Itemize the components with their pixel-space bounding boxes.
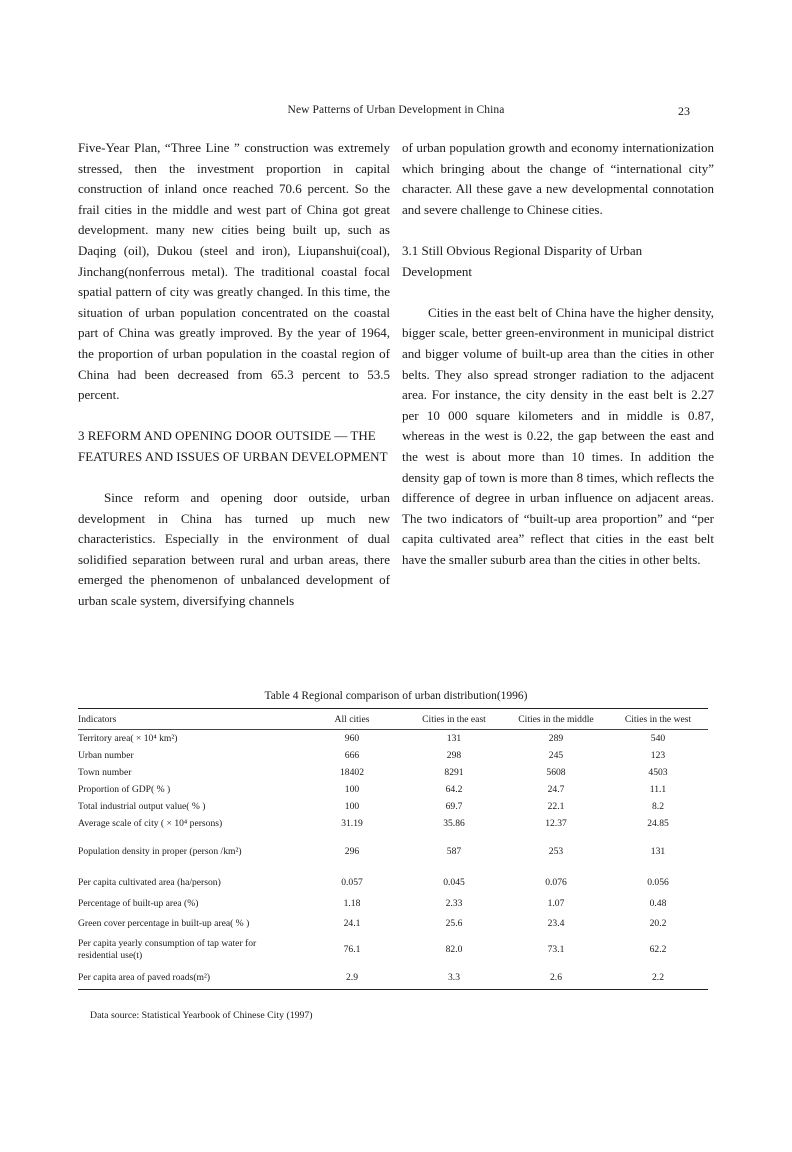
value-cell: 289 xyxy=(548,732,564,744)
value-cell: 2.9 xyxy=(300,966,404,990)
data-source-note: Data source: Statistical Yearbook of Chinese City (1997) xyxy=(90,1010,313,1021)
value-cell: 62.2 xyxy=(649,944,667,955)
value-cell: 64.2 xyxy=(445,783,463,795)
column-header: Cities in the east xyxy=(404,709,504,730)
value-cell: 1.07 xyxy=(547,898,565,909)
right-column xyxy=(402,138,714,570)
value-cell: 100 xyxy=(344,783,360,795)
value-cell: 298 xyxy=(446,749,462,761)
table-row xyxy=(78,781,708,798)
section-heading: 3 REFORM AND OPENING DOOR OUTSIDE — THE FEATURES AND ISSUES OF URBAN DEVELOPMENT xyxy=(78,428,388,464)
value-cell: 0.076 xyxy=(545,877,567,888)
value-cell: 0.056 xyxy=(647,877,669,888)
indicator-cell: Proportion of GDP( % ) xyxy=(78,783,171,795)
value-cell: 24.1 xyxy=(343,918,361,929)
indicator-cell: Population density in proper (person /km²) xyxy=(78,846,242,857)
table-header-row xyxy=(78,709,708,730)
table-row xyxy=(78,815,708,832)
page-number: 23 xyxy=(678,104,690,118)
value-cell: 0.057 xyxy=(341,877,363,888)
table-row xyxy=(78,798,708,815)
value-cell: 25.6 xyxy=(445,918,463,929)
value-cell: 540 xyxy=(650,732,666,744)
value-cell: 8.2 xyxy=(652,800,664,812)
table-row xyxy=(78,894,708,914)
table-row xyxy=(78,934,708,966)
value-cell: 76.1 xyxy=(343,944,361,955)
body-paragraph: of urban population growth and economy internationization which bringing about the change of “international city” character. All these gave a new developmental connotation and severe challenge to Chinese cities. xyxy=(402,140,714,217)
indicator-cell: Urban number xyxy=(78,749,134,761)
table-row xyxy=(78,872,708,894)
value-cell: 587 xyxy=(446,846,462,857)
subsection-heading: 3.1 Still Obvious Regional Disparity of Urban Development xyxy=(402,242,643,279)
body-paragraph: Cities in the east belt of China have the higher density, bigger scale, better green-environment in municipal district and bigger volume of built-up area than the cities in other belts. They also spread stronger radiation to the adjacent area. For instance, the city density in the east belt is 2.27 per 10 000 square kilometers and in middle is 0.87, whereas in the west is 0.22, the gap between the east and the west is about more than 10 times. In addition the density gap of town is more than 8 times, which reflects the difference of degree in urban influence on adjacent areas. The two indicators of “built-up area proportion” and “per capita cultivated area” reflect that cities in the east belt have the smaller suburb area than the cities in other belts. xyxy=(402,304,714,567)
value-cell: 11.1 xyxy=(649,783,667,795)
column-header: Cities in the west xyxy=(608,709,708,730)
value-cell: 245 xyxy=(548,749,564,761)
indicator-cell: Territory area( × 10⁴ km²) xyxy=(78,732,178,744)
indicator-cell: Town number xyxy=(78,766,132,778)
value-cell: 22.1 xyxy=(547,800,565,812)
value-cell: 2.6 xyxy=(504,966,608,990)
value-cell: 31.19 xyxy=(341,817,363,829)
running-title: New Patterns of Urban Development in China xyxy=(287,104,505,116)
value-cell: 0.48 xyxy=(649,898,667,909)
table-row xyxy=(78,747,708,764)
column-header: Indicators xyxy=(78,709,300,730)
column-header: All cities xyxy=(300,709,404,730)
value-cell: 69.7 xyxy=(445,800,463,812)
value-cell: 960 xyxy=(344,732,360,744)
value-cell: 0.045 xyxy=(443,877,465,888)
regional-comparison-table xyxy=(78,708,708,990)
value-cell: 8291 xyxy=(444,766,464,778)
table-row xyxy=(78,832,708,872)
value-cell: 253 xyxy=(548,846,564,857)
value-cell: 12.37 xyxy=(545,817,567,829)
value-cell: 296 xyxy=(344,846,360,857)
value-cell: 73.1 xyxy=(547,944,565,955)
table-row xyxy=(78,730,708,747)
body-paragraph: Since reform and opening door outside, urban development in China has turned up much new characteristics. Especially in the environment of dual solidified separation between rural and urban areas, there emerged the phenomenon of unbalanced development of urban scale system, diversifying channels xyxy=(78,490,390,609)
left-column xyxy=(78,138,390,612)
value-cell: 666 xyxy=(344,749,360,761)
value-cell: 2.33 xyxy=(445,898,463,909)
value-cell: 18402 xyxy=(340,766,364,778)
value-cell: 4503 xyxy=(648,766,668,778)
indicator-cell: Percentage of built-up area (%) xyxy=(78,898,199,909)
table-caption: Table 4 Regional comparison of urban distribution(1996) xyxy=(264,690,528,702)
column-header: Cities in the middle xyxy=(504,709,608,730)
value-cell: 5608 xyxy=(546,766,566,778)
indicator-cell: Average scale of city ( × 10⁴ persons) xyxy=(78,817,223,829)
value-cell: 20.2 xyxy=(649,918,667,929)
value-cell: 131 xyxy=(650,846,666,857)
value-cell: 24.85 xyxy=(647,817,669,829)
indicator-cell: Per capita area of paved roads(m²) xyxy=(78,966,300,990)
value-cell: 2.2 xyxy=(608,966,708,990)
value-cell: 23.4 xyxy=(547,918,565,929)
indicator-cell: Total industrial output value( % ) xyxy=(78,800,206,812)
table-row xyxy=(78,966,708,990)
body-paragraph: Five-Year Plan, “Three Line ” construction was extremely stressed, then the investment proportion in capital construction of inland once reached 70.6 percent. So the frail cities in the middle and west part of China got great development. many new cities being built up, such as Daqing (oil), Dukou (steel and iron), Liupanshui(coal), Jinchang(nonferrous metal). The traditional coastal focal spatial pattern of city was greatly changed. In this time, the situation of urban population concentrated on the coastal part of China was greatly improved. By the year of 1964, the proportion of urban population in the coastal region of China had been decreased from 65.3 percent to 53.5 percent. xyxy=(78,140,390,403)
value-cell: 131 xyxy=(446,732,462,744)
value-cell: 100 xyxy=(344,800,360,812)
value-cell: 1.18 xyxy=(343,898,361,909)
value-cell: 123 xyxy=(650,749,666,761)
value-cell: 3.3 xyxy=(404,966,504,990)
indicator-cell: Per capita cultivated area (ha/person) xyxy=(78,877,221,888)
value-cell: 24.7 xyxy=(547,783,565,795)
indicator-cell: Per capita yearly consumption of tap water for residential use(t) xyxy=(78,937,257,961)
table-row xyxy=(78,914,708,934)
value-cell: 35.86 xyxy=(443,817,465,829)
value-cell: 82.0 xyxy=(445,944,463,955)
table-row xyxy=(78,764,708,781)
indicator-cell: Green cover percentage in built-up area( % ) xyxy=(78,918,250,929)
